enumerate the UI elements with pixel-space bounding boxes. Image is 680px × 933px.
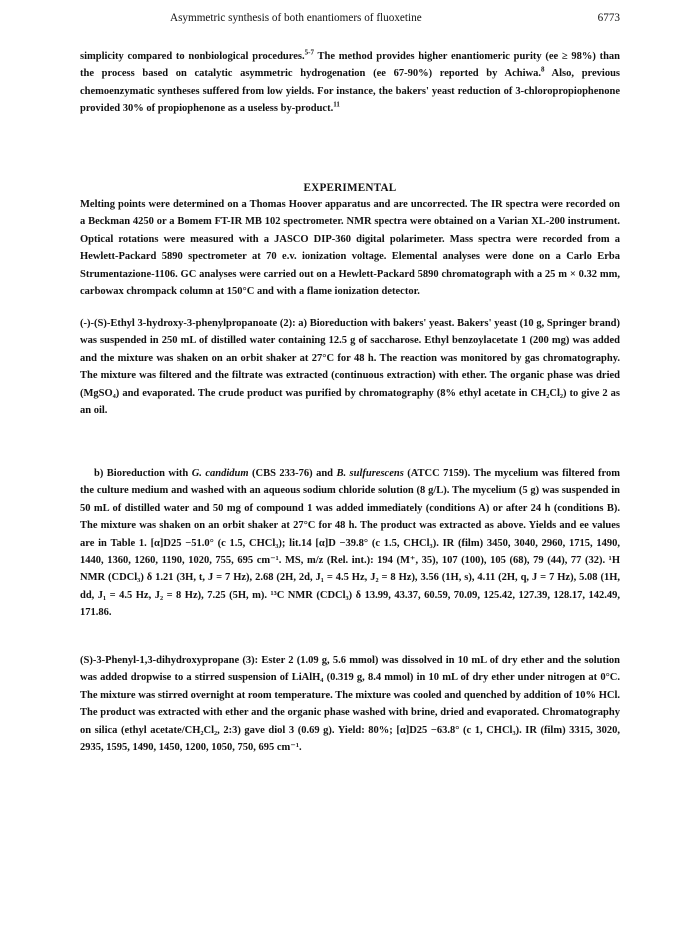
organism-name-1: G. candidum — [191, 468, 249, 479]
compound-2-text-b2: (CBS 233-76) and — [248, 468, 337, 479]
compound-3-text: Ester 2 (1.09 g, 5.6 mmol) was dissolved in 10 mL of dry ether and the solution was added dropwise to a stirred suspension of LiAlH₄ (0.319 g, 8.4 mmol) in 10 mL of dry ether under nitrogen at 0°C. The mixture was stirred overnight at room temperature. The mixture was cooled and quenched by addition of 10% HCl. The product was extracted with ether and the organic phase washed with brine, dried and evaporated. Chromatography on silica (ethyl acetate/CH₂Cl₂, 2:3) gave diol 3 (0.69 g). Yield: 80%; [α]D25 −63.8° (c 1, CHCl₃). IR (film) 3315, 3020, 2935, 1595, 1490, 1450, 1200, 1050, 750, 695 cm⁻¹. — [80, 655, 620, 754]
experimental-paragraph — [80, 196, 620, 300]
intro-ref-b: 8 — [540, 65, 545, 74]
compound-2-text-b1: b) Bioreduction with — [94, 468, 192, 479]
running-header — [80, 12, 620, 28]
compound-2-paragraph-a — [80, 315, 620, 419]
intro-text-c: Also, previous chemoenzymatic syntheses suffered from low yields. For instance, the bakers' yeast reduction of 3-chloropropiophenone provided 30% of propiophenone as a useless by-product. — [80, 68, 621, 115]
running-title: Asymmetric synthesis of both enantiomers of fluoxetine — [170, 12, 422, 24]
intro-ref-a: 5-7 — [304, 48, 314, 57]
compound-2-paragraph-b — [80, 465, 620, 622]
section-heading-experimental: EXPERIMENTAL — [303, 182, 397, 194]
page-number: 6773 — [597, 12, 620, 24]
intro-ref-c: 11 — [333, 100, 340, 109]
organism-name-2: B. sulfurescens — [336, 468, 404, 479]
compound-2-text-a: a) Bioreduction with bakers' yeast. Bakers' yeast (10 g, Springer brand) was suspended in 250 mL of distilled water containing 12.5 g of saccharose. Ethyl benzoylacetate 1 (200 mg) was added and the mixture was shaken on an orbit shaker at 27°C for 48 h. The reaction was monitored by gas chromatography. The mixture was filtered and the filtrate was extracted (continuous extraction) with ether. The organic phase was dried (MgSO₄) and evaporated. The crude product was purified by chromatography (8% ethyl acetate in CH₂Cl₂) to give 2 as an oil. — [80, 318, 620, 417]
intro-text-a: simplicity compared to nonbiological procedures. — [80, 51, 305, 62]
compound-2-heading: (-)-(S)-Ethyl 3-hydroxy-3-phenylpropanoate (2): — [80, 318, 296, 329]
intro-text-b: The method provides higher enantiomeric purity (ee ≥ 98%) than the process based on catalytic asymmetric hydrogenation (ee 67-90%) reported by Achiwa. — [80, 51, 621, 80]
compound-3-heading: (S)-3-Phenyl-1,3-dihydroxypropane (3): — [80, 655, 259, 666]
experimental-text: Melting points were determined on a Thomas Hoover apparatus and are uncorrected. The IR spectra were recorded on a Beckman 4250 or a Bomem FT-IR MB 102 spectrometer. NMR spectra were obtained on a Varian XL-200 instrument. Optical rotations were measured with a JASCO DIP-360 digital polarimeter. Mass spectra were recorded from a Hewlett-Packard 5890 spectrometer at 70 e.v. ionization voltage. Elemental analyses were done on a Carlo Erba Strumentazione-1106. GC analyses were carried out on a Hewlett-Packard 5890 chromatograph with a 25 m × 0.32 mm, carbowax chrompack column at 150°C and with a flame ionization detector. — [80, 199, 620, 298]
compound-2-text-b3: (ATCC 7159). The mycelium was filtered from the culture medium and washed with an aqueous sodium chloride solution (8 g/L). The mycelium (5 g) was suspended in 50 mL of distilled water and 50 mg of compound 1 was added immediately (conditions A) or after 24 h (conditions B). The mixture was shaken on an orbit shaker at 27°C for 48 h. The product was extracted as above. Yields and ee values are in Table 1. [α]D25 −51.0° (c 1.5, CHCl₃); lit.14 [α]D −39.8° (c 1.5, CHCl₃). IR (film) 3450, 3040, 2960, 1715, 1490, 1440, 1360, 1260, 1190, 1020, 755, 695 cm⁻¹. MS, m/z (Rel. int.): 194 (M⁺, 35), 107 (100), 105 (68), 79 (44), 77 (32). ¹H NMR (CDCl₃) δ 1.21 (3H, t, J = 7 Hz), 2.68 (2H, 2d, J₁ = 4.5 Hz, J₂ = 8 Hz), 3.56 (1H, s), 4.11 (2H, q, J = 7 Hz), 5.08 (1H, dd, J₁ = 4.5 Hz, J₂ = 8 Hz), 7.25 (5H, m). ¹³C NMR (CDCl₃) δ 13.99, 43.37, 60.59, 70.09, 125.42, 127.39, 128.17, 142.49, 171.86. — [80, 468, 620, 619]
intro-paragraph — [80, 48, 620, 118]
compound-3-paragraph — [80, 652, 620, 756]
